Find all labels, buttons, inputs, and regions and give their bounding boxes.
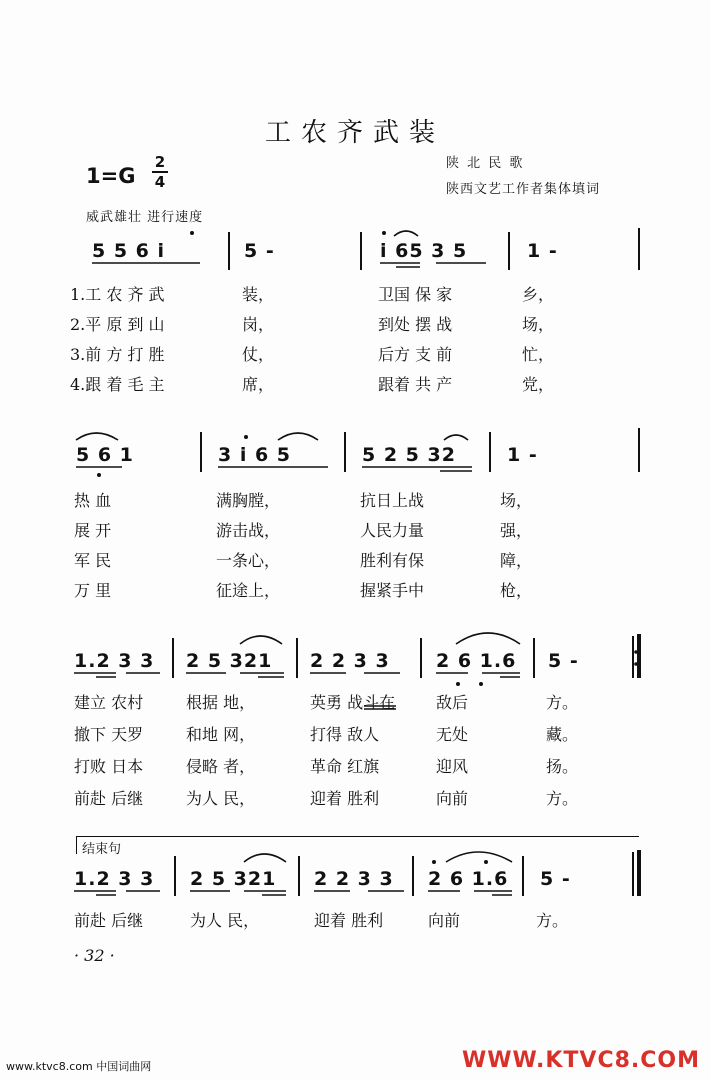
lyric: 乡， (522, 285, 555, 304)
lyric: 万 里 (74, 581, 112, 600)
lyric: 打败 日本 (74, 757, 144, 776)
measure: 1.2 3 3 (74, 650, 155, 672)
lyric: 打得 敌人 (310, 725, 380, 744)
lyric: 革命 红旗 (310, 757, 380, 776)
lyric: 撤下 天罗 (74, 725, 144, 744)
measure: 5 - (548, 650, 579, 672)
lyric: 展 开 (74, 521, 112, 540)
lyric: 1.工 农 齐 武 (70, 285, 165, 304)
lyric: 征途上， (216, 581, 281, 600)
measure: 1 - (507, 444, 538, 466)
measure: 2 6 1.6 (436, 650, 517, 672)
lyric: 障， (500, 551, 533, 570)
lyric: 无处 (436, 725, 469, 744)
lyric: 前赴 后继 (74, 911, 144, 930)
page-number: · 32 · (74, 946, 115, 965)
lyric: 敌后 (436, 693, 469, 712)
lyric: 为人 民， (190, 911, 260, 930)
measure: 5 2 5 32 (362, 444, 456, 466)
lyric: 席， (242, 375, 275, 394)
footer-source: www.ktvc8.com 中国词曲网 (6, 1060, 152, 1073)
lyric: 方。 (546, 693, 579, 712)
ending-bracket (76, 836, 639, 837)
lyric: 英勇 战斗在 (310, 693, 396, 712)
measure: 5 5 6 i (92, 240, 166, 262)
lyric: 根据 地， (186, 693, 256, 712)
song-title: 工农齐武装 (264, 118, 445, 148)
measure: 1.2 3 3 (74, 868, 155, 890)
ending-label: 结束句 (82, 842, 122, 857)
lyric: 胜利有保 (360, 551, 425, 570)
tempo-marking: 威武雄壮 进行速度 (86, 210, 204, 225)
lyric: 藏。 (546, 725, 579, 744)
lyric: 3.前 方 打 胜 (70, 345, 165, 364)
lyric: 后方 支 前 (378, 345, 453, 364)
lyric: 岗， (242, 315, 275, 334)
lyric: 迎风 (436, 757, 469, 776)
lyric: 和地 网， (186, 725, 256, 744)
lyric: 侵略 者， (186, 757, 256, 776)
lyric: 扬。 (546, 757, 579, 776)
lyric: 装， (242, 285, 275, 304)
lyric: 到处 摆 战 (378, 315, 453, 334)
lyric: 跟着 共 产 (378, 375, 453, 394)
lyric: 向前 (436, 789, 469, 808)
measure: 5 6 1 (76, 444, 134, 466)
lyric: 游击战， (216, 521, 281, 540)
lyric: 为人 民， (186, 789, 256, 808)
measure: 5 - (244, 240, 275, 262)
measure: 5 - (540, 868, 571, 890)
lyric: 抗日上战 (360, 491, 425, 510)
measure: 2 2 3 3 (314, 868, 394, 890)
credit-source: 陕 北 民 歌 (446, 156, 525, 171)
lyric: 一条心， (216, 551, 281, 570)
footer-watermark: WWW.KTVC8.COM (462, 1048, 700, 1073)
key-signature: 1=G (86, 164, 136, 188)
time-signature: 2 4 (152, 154, 168, 190)
lyric: 满胸膛， (216, 491, 281, 510)
lyric: 枪， (500, 581, 533, 600)
lyric: 场， (522, 315, 555, 334)
lyric: 场， (500, 491, 533, 510)
lyric: 仗， (242, 345, 275, 364)
measure: 2 6 1.6 (428, 868, 509, 890)
lyric: 迎着 胜利 (310, 789, 380, 808)
measure: 1 - (527, 240, 558, 262)
lyric: 人民力量 (360, 521, 425, 540)
measure: 2 2 3 3 (310, 650, 390, 672)
lyric: 党， (522, 375, 555, 394)
measure: 2 5 321 (186, 650, 273, 672)
lyric: 军 民 (74, 551, 112, 570)
lyric: 2.平 原 到 山 (70, 315, 165, 334)
credit-lyrics: 陕西文艺工作者集体填词 (446, 182, 601, 197)
lyric: 建立 农村 (74, 693, 144, 712)
measure: i 65 3 5 (380, 240, 468, 262)
lyric: 迎着 胜利 (314, 911, 384, 930)
measure: 3 i 6 5 (218, 444, 292, 466)
lyric: 热 血 (74, 491, 112, 510)
lyric: 握紧手中 (360, 581, 425, 600)
lyric: 向前 (428, 911, 461, 930)
lyric: 强， (500, 521, 533, 540)
measure: 2 5 321 (190, 868, 277, 890)
lyric: 方。 (546, 789, 579, 808)
lyric: 忙， (522, 345, 555, 364)
lyric: 卫国 保 家 (378, 285, 453, 304)
lyric: 前赴 后继 (74, 789, 144, 808)
lyric: 4.跟 着 毛 主 (70, 375, 165, 394)
lyric: 方。 (536, 911, 569, 930)
